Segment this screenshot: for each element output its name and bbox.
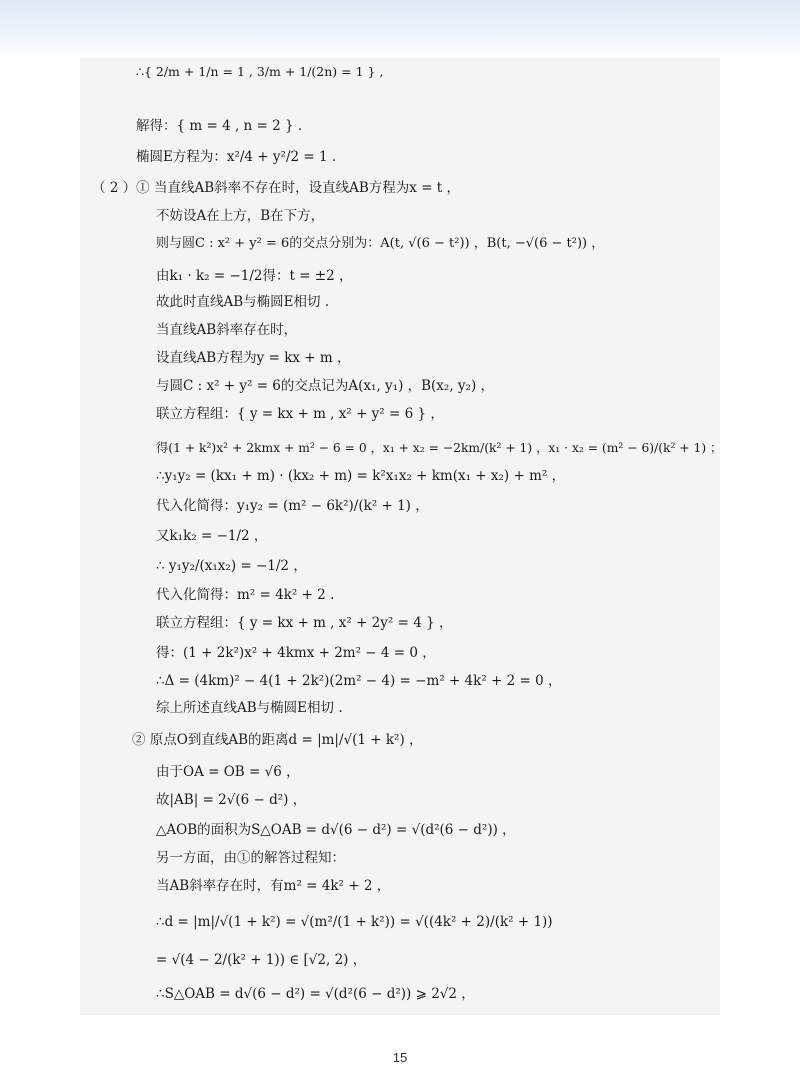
solution-line: 代入化简得：y₁y₂ = (m² − 6k²)/(k² + 1) ， [156, 498, 429, 514]
solution-line: ∴Δ = (4km)² − 4(1 + 2k²)(2m² − 4) = −m² + 4k² + 2 = 0 ， [156, 673, 562, 689]
solution-line: 得(1 + k²)x² + 2kmx + m² − 6 = 0 ，x₁ + x₂ = −2km/(k² + 1) ，x₁ · x₂ = (m² − 6)/(k² + 1) ； [156, 441, 723, 455]
ellipse-equation: 椭圆E方程为：x²/4 + y²/2 = 1 . [136, 149, 337, 165]
part2-heading: （ 2 ）① 当直线AB斜率不存在时，设直线AB方程为x = t ， [92, 180, 461, 196]
solution-line: 不妨设A在上方，B在下方， [156, 208, 325, 224]
solution-result: 解得：{ m = 4 , n = 2 } . [136, 118, 303, 134]
solution-line: 当直线AB斜率存在时， [156, 322, 298, 338]
solution-line: ∴d = |m|/√(1 + k²) = √(m²/(1 + k²)) = √((4k² + 2)/(k² + 1)) [156, 914, 553, 930]
solution-line: 设直线AB方程为y = kx + m ， [156, 350, 351, 366]
page-number: 15 [392, 1050, 408, 1065]
solution-line: 由k₁ · k₂ = −1/2得：t = ±2 ， [156, 268, 353, 284]
solution-line: 则与圆C : x² + y² = 6的交点分别为：A(t, √(6 − t²)) ，B(t, −√(6 − t²)) ， [156, 236, 605, 251]
solution-line: 综上所述直线AB与椭圆E相切 . [156, 700, 343, 716]
solution-line: 联立方程组：{ y = kx + m , x² + 2y² = 4 } ， [156, 615, 453, 631]
solution-line: 又k₁k₂ = −1/2 ， [156, 528, 268, 544]
solution-line: 得：(1 + 2k²)x² + 4kmx + 2m² − 4 = 0 ， [156, 645, 436, 661]
header-band [0, 0, 800, 58]
solution-line: = √(4 − 2/(k² + 1)) ∈ [√2, 2) ， [156, 952, 367, 968]
solution-line: ∴ y₁y₂/(x₁x₂) = −1/2 ， [156, 558, 307, 574]
solution-line: 故此时直线AB与椭圆E相切 . [156, 294, 330, 310]
solution-line: 另一方面，由①的解答过程知： [156, 850, 345, 866]
solution-line: ∴y₁y₂ = (kx₁ + m) · (kx₂ + m) = k²x₁x₂ + km(x₁ + x₂) + m² ， [156, 468, 566, 484]
solution-line: ② 原点O到直线AB的距离d = |m|/√(1 + k²) ， [132, 732, 423, 748]
solution-line: 与圆C : x² + y² = 6的交点记为A(x₁, y₁) ，B(x₂, y₂) ， [156, 378, 495, 394]
solution-line: △AOB的面积为S△OAB = d√(6 − d²) = √(d²(6 − d²)) ， [156, 822, 516, 838]
solution-line: 联立方程组：{ y = kx + m , x² + y² = 6 } ， [156, 406, 444, 422]
solution-line: 由于OA = OB = √6 ， [156, 764, 300, 780]
solution-line: 故|AB| = 2√(6 − d²) ， [156, 792, 307, 808]
solution-line: 代入化简得：m² = 4k² + 2 . [156, 587, 335, 603]
system-of-equations-1: ∴{ 2/m + 1/n = 1 , 3/m + 1/(2n) = 1 } , [136, 64, 384, 79]
solution-line: ∴S△OAB = d√(6 − d²) = √(d²(6 − d²)) ⩾ 2√2 ， [156, 986, 475, 1002]
solution-line: 当AB斜率存在时，有m² = 4k² + 2 ， [156, 878, 391, 894]
